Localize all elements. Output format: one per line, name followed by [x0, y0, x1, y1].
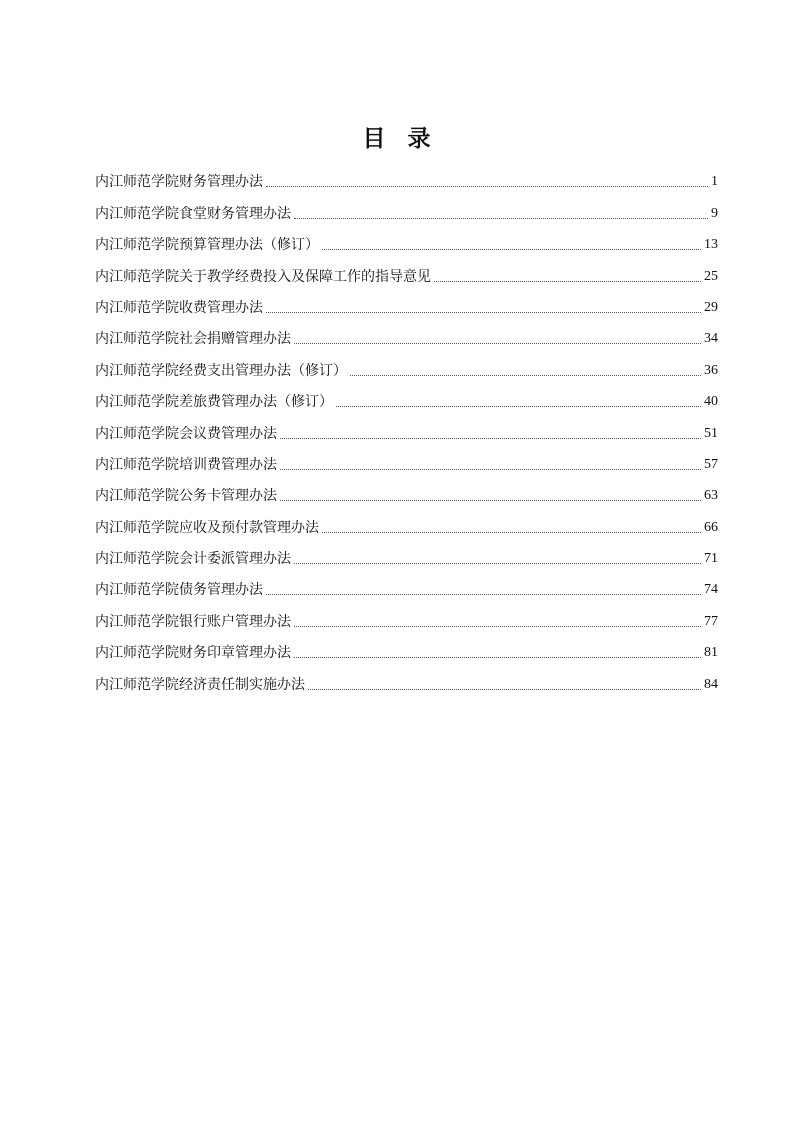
- toc-entry-label: 内江师范学院应收及预付款管理办法: [95, 519, 319, 536]
- toc-entry[interactable]: [95, 191, 718, 222]
- toc-entry-label: 内江师范学院财务管理办法: [95, 174, 263, 191]
- toc-entry[interactable]: [95, 537, 718, 568]
- toc-entry-page-number: 84: [704, 676, 718, 692]
- toc-dot-leader: [350, 375, 701, 376]
- toc-entry-page-number: 74: [704, 582, 718, 598]
- toc-dot-leader: [266, 312, 701, 313]
- toc-entry[interactable]: [95, 286, 718, 317]
- toc-title-char-2: 录: [407, 126, 431, 152]
- toc-dot-leader: [294, 657, 701, 658]
- toc-entry-page-number: 81: [704, 645, 718, 661]
- toc-dot-leader: [266, 594, 701, 595]
- toc-entry[interactable]: [95, 631, 718, 662]
- toc-entry-page-number: 13: [704, 237, 718, 253]
- toc-entry[interactable]: [95, 348, 718, 379]
- toc-entry-label: 内江师范学院财务印章管理办法: [95, 645, 291, 662]
- toc-entry-page-number: 29: [704, 299, 718, 315]
- toc-dot-leader: [322, 532, 701, 533]
- toc-dot-leader: [308, 689, 701, 690]
- toc-entry-page-number: 63: [704, 488, 718, 504]
- toc-entry-label: 内江师范学院社会捐赠管理办法: [95, 331, 291, 348]
- toc-dot-leader: [280, 500, 701, 501]
- toc-entry[interactable]: [95, 443, 718, 474]
- toc-dot-leader: [266, 186, 708, 187]
- toc-entry[interactable]: [95, 160, 718, 191]
- toc-entry-label: 内江师范学院会议费管理办法: [95, 425, 277, 442]
- toc-entry-page-number: 77: [704, 613, 718, 629]
- toc-entry-label: 内江师范学院食堂财务管理办法: [95, 205, 291, 222]
- toc-entry-page-number: 36: [704, 362, 718, 378]
- toc-entry-label: 内江师范学院收费管理办法: [95, 299, 263, 316]
- toc-entry-page-number: 66: [704, 519, 718, 535]
- toc-entry-page-number: 71: [704, 551, 718, 567]
- toc-entry-page-number: 1: [711, 174, 718, 190]
- toc-dot-leader: [280, 469, 701, 470]
- toc-entry-label: 内江师范学院经济责任制实施办法: [95, 676, 305, 693]
- toc-entry-label: 内江师范学院关于教学经费投入及保障工作的指导意见: [95, 268, 431, 285]
- toc-entry-label: 内江师范学院经费支出管理办法（修订）: [95, 362, 347, 379]
- toc-entry[interactable]: [95, 254, 718, 285]
- toc-entry-page-number: 9: [711, 205, 718, 221]
- toc-title-char-1: 目: [362, 126, 386, 152]
- toc-dot-leader: [322, 249, 701, 250]
- toc-entry-page-number: 57: [704, 456, 718, 472]
- toc-entry-page-number: 40: [704, 394, 718, 410]
- toc-dot-leader: [434, 281, 701, 282]
- toc-entry-page-number: 51: [704, 425, 718, 441]
- toc-entry[interactable]: [95, 411, 718, 442]
- toc-entry[interactable]: [95, 223, 718, 254]
- toc-entry-label: 内江师范学院会计委派管理办法: [95, 551, 291, 568]
- toc-entry-label: 内江师范学院公务卡管理办法: [95, 488, 277, 505]
- toc-dot-leader: [294, 343, 701, 344]
- toc-dot-leader: [294, 626, 701, 627]
- toc-entry-page-number: 25: [704, 268, 718, 284]
- toc-entry-label: 内江师范学院差旅费管理办法（修订）: [95, 394, 333, 411]
- toc-entry[interactable]: [95, 474, 718, 505]
- toc-entry-label: 内江师范学院培训费管理办法: [95, 456, 277, 473]
- toc-dot-leader: [280, 438, 701, 439]
- toc-dot-leader: [336, 406, 701, 407]
- toc-entry-label: 内江师范学院预算管理办法（修订）: [95, 237, 319, 254]
- toc-list: [95, 160, 718, 694]
- toc-entry[interactable]: [95, 317, 718, 348]
- toc-entry[interactable]: [95, 380, 718, 411]
- toc-entry-label: 内江师范学院银行账户管理办法: [95, 613, 291, 630]
- toc-entry[interactable]: [95, 505, 718, 536]
- toc-entry[interactable]: [95, 568, 718, 599]
- toc-entry-label: 内江师范学院债务管理办法: [95, 582, 263, 599]
- toc-dot-leader: [294, 218, 708, 219]
- toc-entry[interactable]: [95, 662, 718, 693]
- toc-title: [0, 120, 793, 153]
- toc-dot-leader: [294, 563, 701, 564]
- toc-entry[interactable]: [95, 599, 718, 630]
- toc-entry-page-number: 34: [704, 331, 718, 347]
